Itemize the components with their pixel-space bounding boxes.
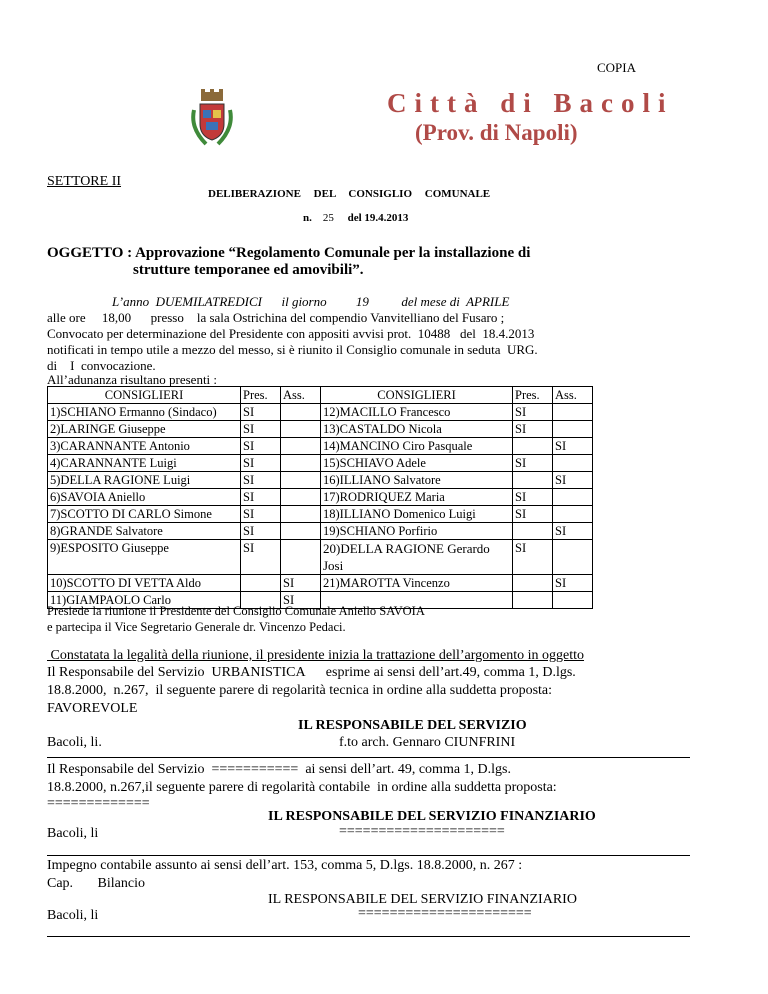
accounting-opinion-value: ============= [47, 796, 150, 811]
table-cell [281, 438, 321, 455]
accounting-signature: ===================== [339, 824, 505, 839]
table-cell: 17)RODRIQUEZ Maria [321, 489, 513, 506]
table-row [48, 404, 593, 421]
table-cell: 14)MANCINO Ciro Pasquale [321, 438, 513, 455]
table-cell: 21)MAROTTA Vincenzo [321, 575, 513, 592]
commitment-place-date: Bacoli, li [47, 908, 99, 923]
table-cell: SI [241, 489, 281, 506]
table-cell: SI [281, 575, 321, 592]
table-cell [553, 421, 593, 438]
table-row [48, 489, 593, 506]
table-cell [513, 575, 553, 592]
table-cell: 5)DELLA RAGIONE Luigi [48, 472, 241, 489]
table-cell: 16)ILLIANO Salvatore [321, 472, 513, 489]
divider [47, 757, 690, 758]
table-cell: SI [241, 523, 281, 540]
accounting-opinion-line-1: Il Responsabile del Servizio =========== ai sensi dell’art. 49, comma 1, D.lgs. [47, 762, 511, 777]
table-cell [281, 506, 321, 523]
deliberation-date: del 19.4.2013 [347, 212, 409, 224]
header-cell: Pres. [241, 387, 281, 404]
commitment-responsible-title: IL RESPONSABILE DEL SERVIZIO FINANZIARIO [268, 892, 577, 907]
table-cell [553, 540, 593, 575]
header-cell: Ass. [553, 387, 593, 404]
intro-line-5: di I convocazione. [47, 358, 156, 373]
table-cell [281, 472, 321, 489]
header-cell: Ass. [281, 387, 321, 404]
table-cell: 19)SCHIANO Porfirio [321, 523, 513, 540]
president-line-2: e partecipa il Vice Segretario Generale dr. Vincenzo Pedaci. [47, 620, 346, 634]
table-row [48, 506, 593, 523]
table-row [48, 540, 593, 575]
table-cell: SI [513, 540, 553, 575]
table-cell: SI [241, 404, 281, 421]
table-cell [281, 421, 321, 438]
city-crest-icon [188, 88, 236, 148]
table-cell: SI [281, 592, 321, 609]
province-title: (Prov. di Napoli) [415, 120, 578, 145]
technical-opinion-value: FAVOREVOLE [47, 701, 138, 716]
technical-opinion-line-1: Il Responsabile del Servizio URBANISTICA esprime ai sensi dell’art.49, comma 1, D.lgs. [47, 665, 576, 680]
table-cell: SI [241, 455, 281, 472]
table-cell [553, 489, 593, 506]
table-cell [553, 404, 593, 421]
sector-label: SETTORE II [47, 174, 122, 189]
table-cell: 7)SCOTTO DI CARLO Simone [48, 506, 241, 523]
president-line-1: Presiede la riunione il Presidente del Consiglio Comunale Aniello SAVOIA [47, 604, 425, 618]
intro-line-6: All’adunanza risultano presenti : [47, 372, 218, 387]
table-cell: SI [513, 506, 553, 523]
table-cell [513, 592, 553, 609]
legality-statement: Constatata la legalità della riunione, il presidente inizia la trattazione dell’argomento in oggetto [47, 648, 585, 663]
table-cell [241, 575, 281, 592]
table-cell: SI [241, 421, 281, 438]
table-row [48, 421, 593, 438]
table-cell: SI [553, 438, 593, 455]
intro-line-3: Convocato per determinazione del Presidente con appositi avvisi prot. 10488 del 18.4.2013 [47, 326, 535, 341]
table-header-row [48, 387, 593, 404]
deliberation-number-line [303, 212, 408, 224]
table-cell: 15)SCHIAVO Adele [321, 455, 513, 472]
table-cell: SI [241, 540, 281, 575]
intro-line-4: notificati in tempo utile a mezzo del messo, si è riunito il Consiglio comunale in seduta URG. [47, 342, 538, 357]
table-cell [281, 540, 321, 575]
table-row [48, 455, 593, 472]
header-cell: Pres. [513, 387, 553, 404]
city-title: Città di Bacoli [387, 88, 674, 118]
subject-line-1: OGGETTO : Approvazione “Regolamento Comunale per la installazione di [47, 245, 531, 261]
table-cell: 3)CARANNANTE Antonio [48, 438, 241, 455]
table-cell: 13)CASTALDO Nicola [321, 421, 513, 438]
table-row [48, 523, 593, 540]
technical-opinion-line-2: 18.8.2000, n.267, il seguente parere di regolarità tecnica in ordine alla suddetta proposta: [47, 683, 553, 698]
table-cell [553, 506, 593, 523]
table-cell: 9)ESPOSITO Giuseppe [48, 540, 241, 575]
table-cell [281, 489, 321, 506]
table-cell: 6)SAVOIA Aniello [48, 489, 241, 506]
table-cell: SI [513, 421, 553, 438]
table-cell: 4)CARANNANTE Luigi [48, 455, 241, 472]
table-cell [513, 472, 553, 489]
financial-responsible-title: IL RESPONSABILE DEL SERVIZIO FINANZIARIO [268, 809, 596, 824]
intro-line-2: alle ore 18,00 presso la sala Ostrichina del compendio Vanvitelliano del Fusaro ; [47, 310, 505, 325]
deliberation-number: 25 [322, 212, 334, 224]
header-cell: CONSIGLIERI [48, 387, 241, 404]
subject-line-2: strutture temporanee ed amovibili”. [133, 262, 364, 278]
table-cell: 1)SCHIANO Ermanno (Sindaco) [48, 404, 241, 421]
commitment-signature: ====================== [358, 906, 532, 921]
commitment-line-1: Impegno contabile assunto ai sensi dell’art. 153, comma 5, D.lgs. 18.8.2000, n. 267 : [47, 858, 523, 873]
table-cell: 2)LARINGE Giuseppe [48, 421, 241, 438]
table-cell [553, 455, 593, 472]
attendance-table [47, 386, 593, 609]
technical-signature: f.to arch. Gennaro CIUNFRINI [339, 735, 516, 750]
header-cell: CONSIGLIERI [321, 387, 513, 404]
intro-line-1: L’anno DUEMILATREDICI il giorno 19 del mese di APRILE [112, 294, 510, 309]
table-row [48, 575, 593, 592]
technical-responsible-title: IL RESPONSABILE DEL SERVIZIO [298, 718, 527, 733]
divider [47, 936, 690, 937]
table-cell: SI [513, 489, 553, 506]
table-cell: 12)MACILLO Francesco [321, 404, 513, 421]
table-cell [281, 523, 321, 540]
table-cell [513, 438, 553, 455]
accounting-opinion-line-2: 18.8.2000, n.267,il seguente parere di regolarità contabile in ordine alla suddetta proposta: [47, 780, 557, 795]
technical-place-date: Bacoli, li. [47, 735, 102, 750]
table-cell: SI [513, 455, 553, 472]
table-cell: 11)GIAMPAOLO Carlo [48, 592, 241, 609]
table-cell: SI [241, 506, 281, 523]
commitment-line-2: Cap. Bilancio [47, 876, 145, 891]
table-cell [553, 592, 593, 609]
table-row [48, 438, 593, 455]
member-name-wrapped: 20)DELLA RAGIONE Gerardo Josi [323, 541, 490, 573]
divider [47, 855, 690, 856]
copy-label: COPIA [597, 60, 637, 75]
table-cell [321, 540, 513, 575]
table-cell [281, 404, 321, 421]
table-cell: SI [553, 523, 593, 540]
table-cell [513, 523, 553, 540]
table-cell: SI [513, 404, 553, 421]
table-row [48, 472, 593, 489]
number-label: n. [303, 212, 312, 224]
table-cell: 18)ILLIANO Domenico Luigi [321, 506, 513, 523]
deliberation-title: DELIBERAZIONE DEL CONSIGLIO COMUNALE [208, 188, 491, 200]
table-cell: 10)SCOTTO DI VETTA Aldo [48, 575, 241, 592]
table-cell: SI [553, 575, 593, 592]
accounting-place-date: Bacoli, li [47, 826, 99, 841]
table-cell: SI [241, 438, 281, 455]
table-cell: SI [241, 472, 281, 489]
table-cell: SI [553, 472, 593, 489]
table-cell: 8)GRANDE Salvatore [48, 523, 241, 540]
table-cell [281, 455, 321, 472]
